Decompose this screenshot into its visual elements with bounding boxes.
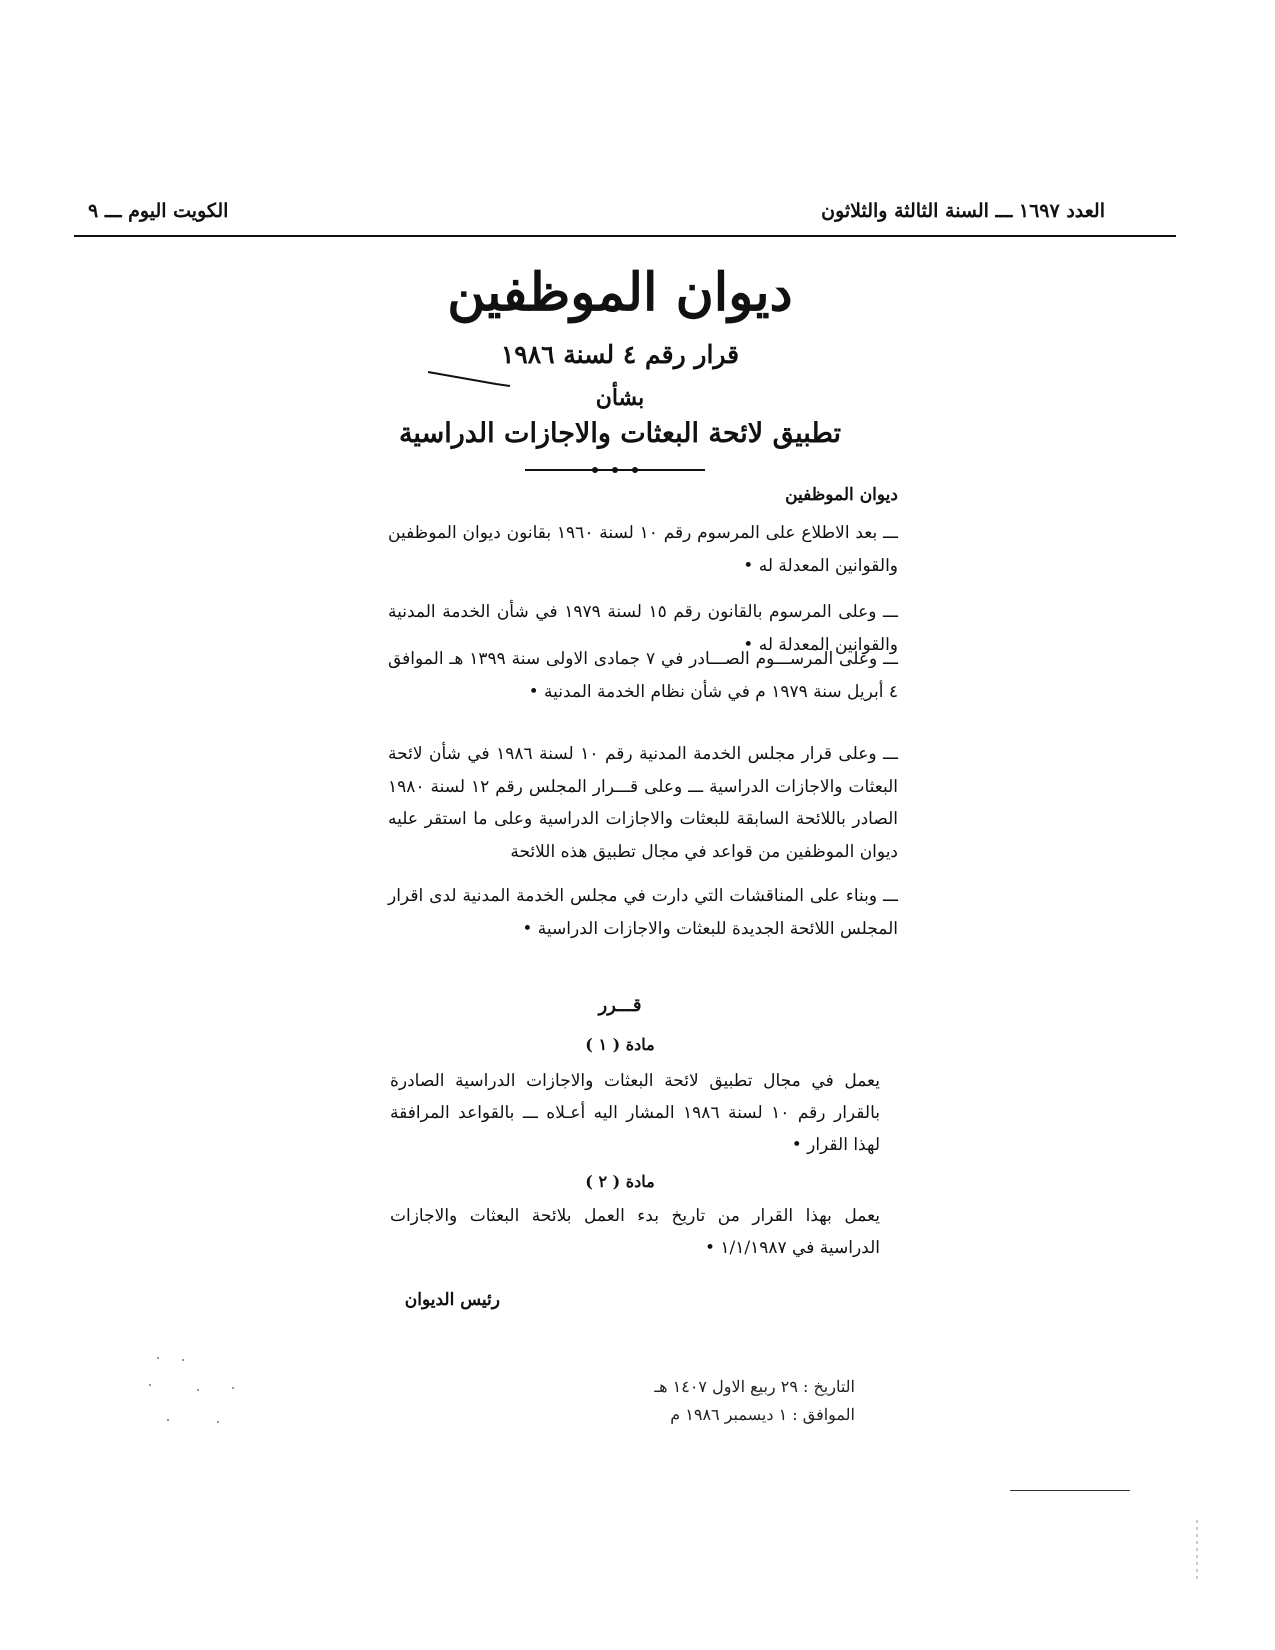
footer-rule: [1010, 1490, 1130, 1491]
article-heading: مادة ( ٢ ): [585, 1172, 655, 1191]
preamble-paragraph: ـــ بعد الاطلاع على المرسوم رقم ١٠ لسنة ١٩٦٠ بقانون ديوان الموظفين والقوانين المعدلة له •: [388, 523, 898, 576]
issue-year-header: العدد ١٦٩٧ ـــ السنة الثالثة والثلاثون: [821, 200, 1105, 222]
preamble-paragraph: ـــ وعلى المرســـوم الصـــادر في ٧ جمادى الاولى سنة ١٣٩٩ هـ الموافق ٤ أبريل سنة ١٩٧٩ م في شأن نظام الخدمة المدنية •: [388, 649, 898, 702]
signature-title: رئيس الديوان: [404, 1290, 500, 1310]
scan-edge-mark: [1195, 1520, 1199, 1580]
decision-about: بشأن: [595, 385, 645, 411]
preamble-paragraph: ـــ وعلى المرسوم بالقانون رقم ١٥ لسنة ١٩٧٩ في شأن الخدمة المدنية والقوانين المعدلة له •: [388, 602, 898, 655]
issuer-name: ديوان الموظفين: [785, 485, 898, 505]
decided-heading: قـــرر: [598, 995, 642, 1016]
article-heading: مادة ( ١ ): [585, 1035, 655, 1054]
preamble-paragraph: ـــ وبناء على المناقشات التي دارت في مجلس الخدمة المدنية لدى اقرار المجلس اللائحة الجديدة للبعثات والاجازات الدراسية •: [388, 886, 898, 939]
decision-number: قرار رقم ٤ لسنة ١٩٨٦: [500, 340, 740, 369]
article-text: يعمل بهذا القرار من تاريخ بدء العمل بلائحة البعثات والاجازات الدراسية في ١/١/١٩٨٧ •: [390, 1206, 880, 1258]
header-rule: [74, 235, 1176, 237]
decision-subject: تطبيق لائحة البعثات والاجازات الدراسية: [398, 418, 842, 449]
hijri-date: التاريخ : ٢٩ ربيع الاول ١٤٠٧ هـ: [654, 1377, 855, 1396]
article-text: يعمل في مجال تطبيق لائحة البعثات والاجازات الدراسية الصادرة بالقرار رقم ١٠ لسنة ١٩٨٦ المشار اليه أعـلاه ـــ بالقواعد المرافقة لهذا القرار •: [390, 1071, 880, 1155]
scan-speckle: [138, 1350, 258, 1430]
publication-page-header: الكويت اليوم ـــ ٩: [88, 200, 229, 222]
preamble-paragraph: ـــ وعلى قرار مجلس الخدمة المدنية رقم ١٠ لسنة ١٩٨٦ في شأن لائحة البعثات والاجازات الدراسية ـــ وعلى قـــرار المجلس رقم ١٢ لسنة ١٩٨٠ الصادر باللائحة السابقة للبعثات والاجازات الدراسية وعلى ما استقر عليه ديوان الموظفين من قواعد في مجال تطبيق هذه اللائحة: [388, 744, 898, 862]
department-logo-title: ديوان الموظفين: [447, 262, 793, 323]
ornament-divider: [525, 465, 705, 475]
gregorian-date: الموافق : ١ ديسمبر ١٩٨٦ م: [670, 1405, 855, 1424]
